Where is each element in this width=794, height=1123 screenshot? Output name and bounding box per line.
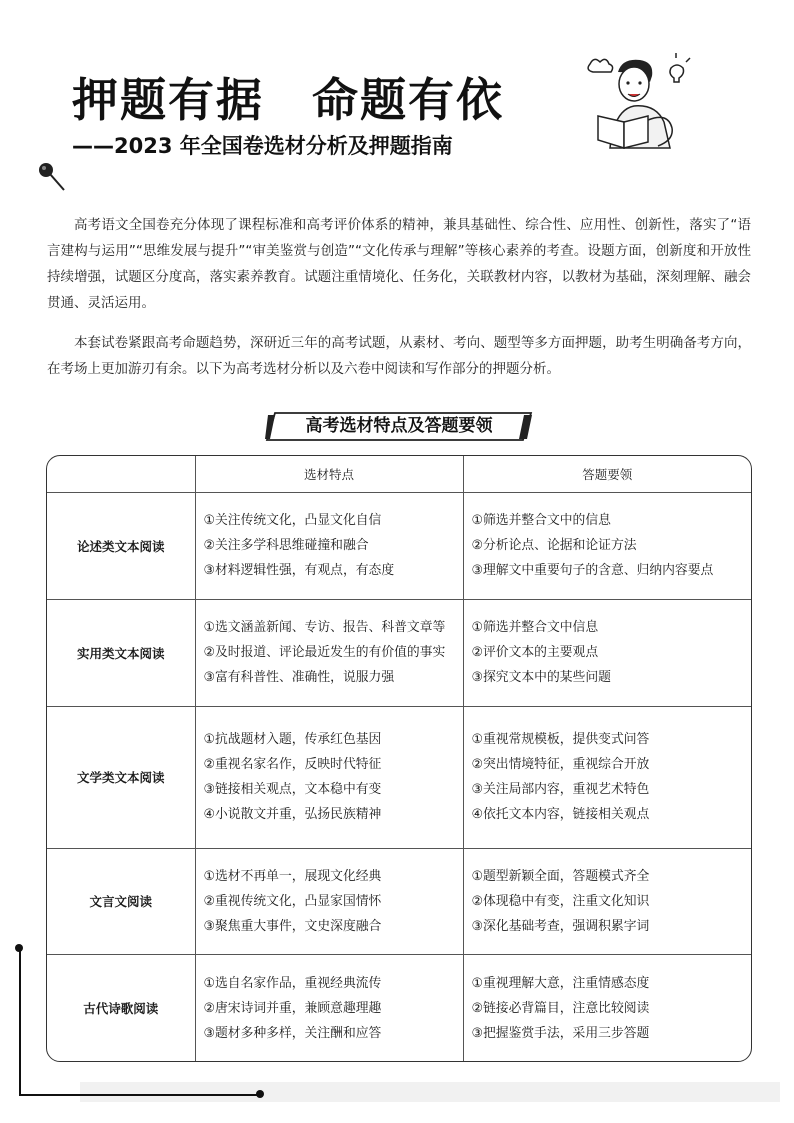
list-item: ④小说散文并重，弘扬民族精神	[203, 807, 382, 823]
list-item: ①题型新颖全面，答题模式齐全	[471, 868, 650, 884]
table-row	[47, 706, 751, 848]
row-tips	[463, 848, 751, 955]
list-item: ③链接相关观点，文本稳中有变	[203, 782, 382, 798]
list-item: ②评价文本的主要观点	[471, 645, 599, 661]
intro-paragraph-1: 高考语文全国卷充分体现了课程标准和高考评价体系的精神，兼具基础性、综合性、应用性、创新性，落实了“语言建构与运用”“思维发展与提升”“审美鉴赏与创造”“文化传承与理解”等核心素养的考查。设题方面，创新度和开放性持续增强，试题区分度高，落实素养教育。试题注重情境化、任务化，关联教材内容，以教材为基础，深刻理解、融会贯通、灵活运用。	[47, 217, 751, 311]
list-item: ①筛选并整合文中信息	[471, 620, 599, 636]
list-item: ①筛选并整合文中的信息	[471, 513, 611, 529]
table-row	[47, 599, 751, 706]
row-category: 文学类文本阅读	[47, 706, 195, 848]
list-item: ①抗战题材入题，传承红色基因	[203, 732, 382, 748]
list-item: ②重视名家名作，反映时代特征	[203, 757, 382, 773]
list-item: ①重视常规模板，提供变式问答	[471, 732, 650, 748]
table-row	[47, 955, 751, 1061]
list-item: ①选自名家作品，重视经典流传	[203, 975, 382, 991]
list-item: ④依托文本内容，链接相关观点	[471, 807, 650, 823]
list-item: ②关注多学科思维碰撞和融合	[203, 538, 369, 554]
row-features	[195, 599, 463, 706]
table-header-empty	[47, 456, 195, 493]
list-item: ③关注局部内容，重视艺术特色	[471, 782, 650, 798]
list-item: ①选文涵盖新闻、专访、报告、科普文章等	[203, 620, 446, 636]
row-tips	[463, 493, 751, 600]
corner-decoration-dot	[15, 944, 23, 952]
row-tips	[463, 706, 751, 848]
row-features	[195, 848, 463, 955]
row-category: 文言文阅读	[47, 848, 195, 955]
table-row	[47, 493, 751, 600]
row-category: 实用类文本阅读	[47, 599, 195, 706]
footer-shade	[80, 1082, 780, 1102]
list-item: ②体现稳中有变，注重文化知识	[471, 893, 650, 909]
pushpin-icon	[36, 160, 70, 194]
table-header-tips: 答题要领	[463, 456, 751, 493]
table-header-features: 选材特点	[195, 456, 463, 493]
table-header-row	[47, 456, 751, 493]
list-item: ②链接必背篇目，注意比较阅读	[471, 1000, 650, 1016]
corner-decoration-line	[19, 948, 21, 1096]
reading-student-illustration	[576, 50, 696, 150]
row-features	[195, 493, 463, 600]
row-tips	[463, 955, 751, 1061]
list-item: ③材料逻辑性强，有观点，有态度	[203, 563, 395, 579]
list-item: ②分析论点、论据和论证方法	[471, 538, 637, 554]
list-item: ③把握鉴赏手法，采用三步答题	[471, 1025, 650, 1041]
list-item: ①重视理解大意，注重情感态度	[471, 975, 650, 991]
row-tips	[463, 599, 751, 706]
corner-decoration-dot	[256, 1090, 264, 1098]
section-title: 高考选材特点及答题要领	[305, 416, 493, 436]
intro-paragraph-2: 本套试卷紧跟高考命题趋势，深研近三年的高考试题，从素材、考向、题型等多方面押题，助考生明确备考方向，在考场上更加游刃有余。以下为高考选材分析以及六卷中阅读和写作部分的押题分析。	[47, 335, 751, 377]
selection-analysis-table	[46, 455, 752, 1062]
page-title: 押题有据 命题有依	[72, 73, 504, 127]
list-item: ③题材多种多样，关注酬和应答	[203, 1025, 382, 1041]
list-item: ②唐宋诗词并重，兼顾意趣理趣	[203, 1000, 382, 1016]
list-item: ①选材不再单一，展现文化经典	[203, 868, 382, 884]
row-features	[195, 706, 463, 848]
row-category: 古代诗歌阅读	[47, 955, 195, 1061]
page-subtitle: ——2023 年全国卷选材分析及押题指南	[72, 134, 453, 158]
list-item: ③探究文本中的某些问题	[471, 670, 611, 686]
list-item: ②重视传统文化，凸显家国情怀	[203, 893, 382, 909]
list-item: ③聚焦重大事件，文史深度融合	[203, 918, 382, 934]
list-item: ②及时报道、评论最近发生的有价值的事实	[203, 645, 446, 661]
row-features	[195, 955, 463, 1061]
corner-decoration-line	[19, 1094, 260, 1096]
list-item: ③深化基础考查，强调积累字词	[471, 918, 650, 934]
row-category: 论述类文本阅读	[47, 493, 195, 600]
list-item: ②突出情境特征，重视综合开放	[471, 757, 650, 773]
list-item: ③富有科普性、准确性，说服力强	[203, 670, 395, 686]
table-row	[47, 848, 751, 955]
list-item: ①关注传统文化，凸显文化自信	[203, 513, 382, 529]
list-item: ③理解文中重要句子的含意、归纳内容要点	[471, 563, 714, 579]
